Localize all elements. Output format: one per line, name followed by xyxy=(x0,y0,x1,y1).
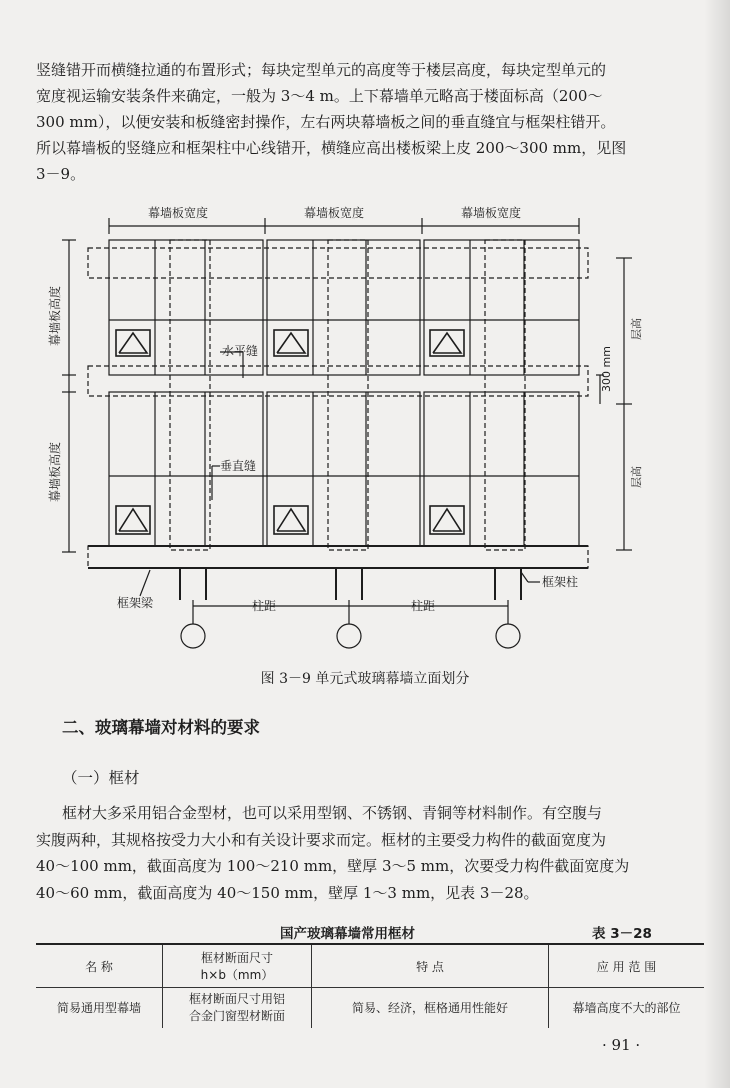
floor-beam xyxy=(88,248,588,278)
frame-material-paragraph xyxy=(36,800,704,906)
cell-name: 简易通用型幕墙 xyxy=(56,1000,141,1015)
header-features: 特 点 xyxy=(312,944,549,988)
panel-width-label: 幕墙板宽度 xyxy=(148,206,209,220)
floor-beam xyxy=(88,546,588,568)
cell-application: 幕墙高度不大的部位 xyxy=(549,988,705,1029)
frame-line: 框材大多采用铝合金型材，也可以采用型钢、不锈钢、青铜等材料制作。有空腹与 xyxy=(62,804,603,822)
curtain-panel xyxy=(267,392,420,546)
frame-column xyxy=(485,240,525,550)
table-header-row xyxy=(36,944,704,988)
header-section-size xyxy=(163,944,312,988)
header-application: 应 用 范 围 xyxy=(549,944,705,988)
frame-column xyxy=(170,240,210,550)
frame-material-table xyxy=(36,943,704,1028)
axis-marker xyxy=(496,624,520,648)
frame-column xyxy=(328,240,368,550)
intro-paragraph xyxy=(36,57,704,187)
floor-height-label: 层高 xyxy=(630,466,643,488)
subsection-heading: （一）框材 xyxy=(62,769,140,787)
table-title: 国产玻璃幕墙常用框材 xyxy=(280,926,415,942)
header-size-line1: 框材断面尺寸 xyxy=(200,951,273,965)
frame-line: 实腹两种，其规格按受力大小和有关设计要求而定。框材的主要受力构件的截面宽度为 xyxy=(36,830,607,849)
table-number: 表 3－28 xyxy=(592,926,652,942)
page-number: · 91 · xyxy=(602,1036,641,1054)
panel-width-label: 幕墙板宽度 xyxy=(461,206,522,220)
intro-line: 3－9。 xyxy=(36,165,86,183)
cell-section-size xyxy=(163,988,312,1029)
floor-height-label: 层高 xyxy=(630,318,643,340)
axis-marker xyxy=(181,624,205,648)
curtain-wall-elevation-diagram xyxy=(30,200,710,670)
header-name: 名 称 xyxy=(85,959,113,974)
column-spacing-label: 柱距 xyxy=(411,599,436,613)
frame-line: 40～60 mm，截面高度为 40～150 mm，壁厚 1～3 mm，见表 3－28。 xyxy=(36,883,539,902)
intro-line: 所以幕墙板的竖缝应和框架柱中心线错开，横缝应高出楼板梁上皮 200～300 mm，见图 xyxy=(36,139,627,157)
offset-label: 300 mm xyxy=(600,346,613,392)
intro-line: 300 mm），以便安装和板缝密封操作，左右两块幕墙板之间的垂直缝宜与框架柱错开。 xyxy=(36,113,616,131)
section-heading: 二、玻璃幕墙对材料的要求 xyxy=(62,718,260,737)
vertical-joint-label: 垂直缝 xyxy=(220,459,257,473)
cell-size-line2: 合金门窗型材断面 xyxy=(188,1009,285,1023)
curtain-panel xyxy=(424,240,579,375)
cell-size-line1: 框材断面尺寸用铝 xyxy=(188,992,285,1006)
beam-label: 框架梁 xyxy=(117,596,154,610)
diagram-svg xyxy=(30,200,710,670)
panel-width-label: 幕墙板宽度 xyxy=(304,206,365,220)
panel-height-label: 幕墙板高度 xyxy=(48,285,62,346)
curtain-panel xyxy=(267,240,420,375)
column-spacing-label: 柱距 xyxy=(252,599,277,613)
cell-features: 简易、经济，框格通用性能好 xyxy=(312,988,549,1029)
curtain-panel xyxy=(424,392,579,546)
intro-line: 宽度视运输安装条件来确定，一般为 3～4 m。上下幕墙单元略高于楼面标高（200～ xyxy=(36,87,603,105)
table-row xyxy=(36,988,704,1029)
intro-line: 竖缝错开而横缝拉通的布置形式；每块定型单元的高度等于楼层高度，每块定型单元的 xyxy=(36,61,607,79)
frame-line: 40～100 mm，截面高度为 100～210 mm，壁厚 3～5 mm，次要受力构件截面宽度为 xyxy=(36,857,630,875)
column-label: 框架柱 xyxy=(542,575,579,589)
header-size-line2: h×b（mm） xyxy=(200,968,274,982)
horizontal-joint-label: 水平缝 xyxy=(222,344,259,358)
panel-height-label: 幕墙板高度 xyxy=(48,441,62,502)
figure-caption: 图 3－9 单元式玻璃幕墙立面划分 xyxy=(260,671,470,687)
axis-marker xyxy=(337,624,361,648)
